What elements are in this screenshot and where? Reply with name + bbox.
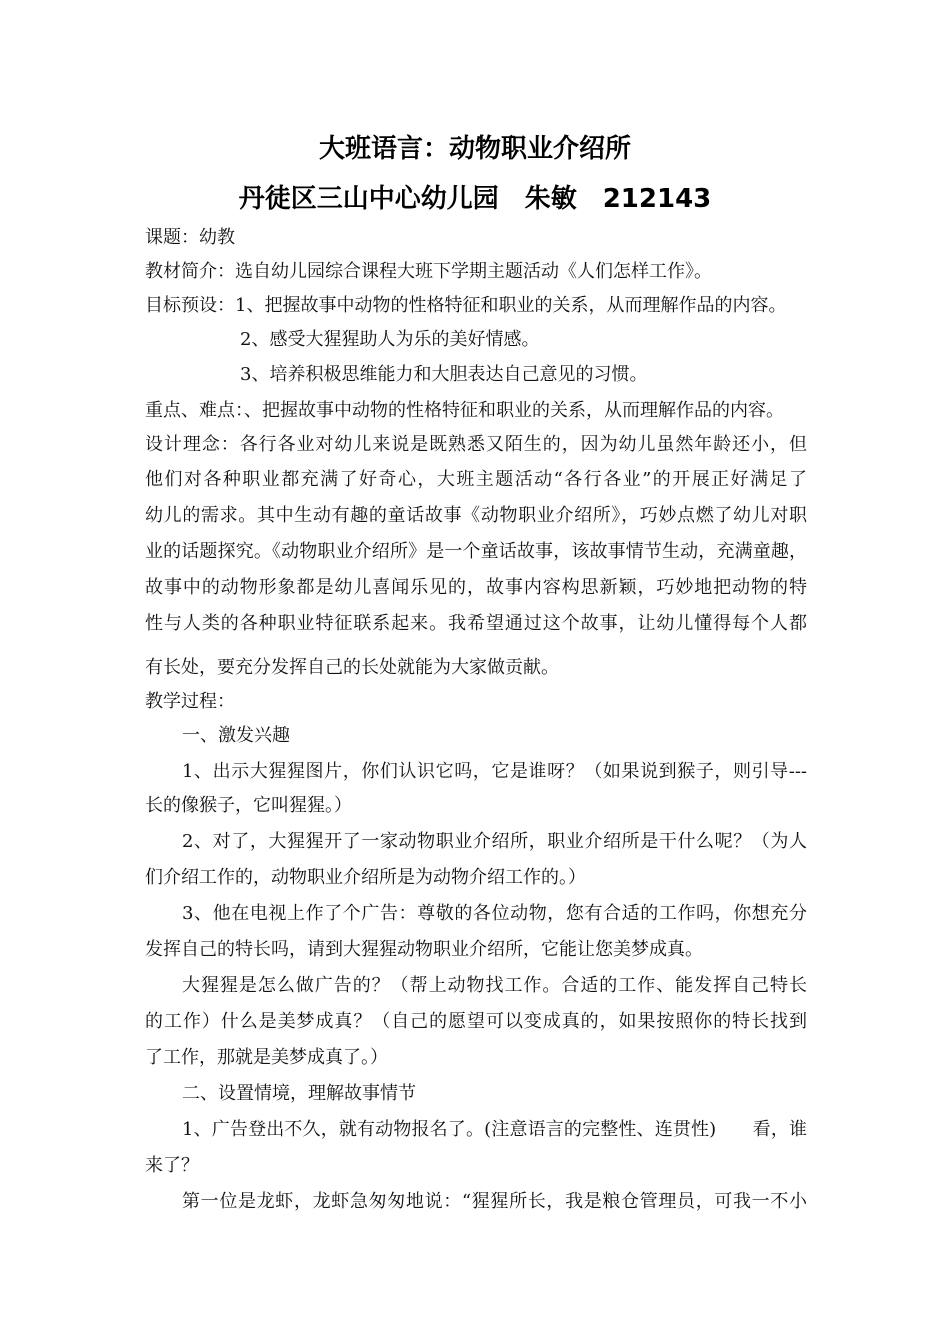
goal-line-2: 2、感受大猩猩助人为乐的美好情感。 [240,329,540,350]
section-heading: 教学过程： [145,691,235,712]
paragraph-line: 他们对各种职业都充满了好奇心，大班主题活动“各行各业”的开展正好满足了 [145,469,807,490]
key-points-line: 重点、难点：、把握故事中动物的性格特征和职业的关系，从而理解作品的内容。 [145,400,784,421]
goal-line-3: 3、培养积极思维能力和大胆表达自己意见的习惯。 [240,364,648,385]
paragraph-line: 性与人类的各种职业特征联系起来。我希望通过这个故事，让幼儿懂得每个人都 [145,613,807,634]
paragraph-line: 有长处，要充分发挥自己的长处就能为大家做贡献。 [145,657,559,678]
paragraph-line: 幼儿的需求。其中生动有趣的童话故事《动物职业介绍所》，巧妙点燃了幼儿对职 [145,505,807,526]
paragraph-line: 的工作）什么是美梦成真？（自己的愿望可以变成真的，如果按照你的特长找到 [145,1011,807,1032]
document-subtitle: 丹徒区三山中心幼儿园 朱敏 212143 [238,184,712,214]
subsection-heading: 二、设置情境，理解故事情节 [182,1083,416,1104]
document-title: 大班语言：动物职业介绍所 [318,134,631,164]
paragraph-line: 1、广告登出不久，就有动物报名了。(注意语言的完整性、连贯性) 看，谁 [182,1119,807,1140]
paragraph-line: 1、出示大猩猩图片，你们认识它吗，它是谁呀？（如果说到猴子，则引导--- [182,761,807,782]
subsection-heading: 一、激发兴趣 [182,725,290,746]
paragraph-line: 业的话题探究。《动物职业介绍所》是一个童话故事，该故事情节生动，充满童趣， [145,541,807,562]
paragraph-line: 长的像猴子，它叫猩猩。） [145,795,352,816]
paragraph-line: 2、对了，大猩猩开了一家动物职业介绍所，职业介绍所是干什么呢？（为人 [182,831,807,852]
paragraph-line: 发挥自己的特长吗，请到大猩猩动物职业介绍所，它能让您美梦成真。 [145,939,703,960]
paragraph-line: 第一位是龙虾，龙虾急匆匆地说：“猩猩所长，我是粮仓管理员，可我一不小 [182,1191,807,1212]
material-intro-line: 教材简介：选自幼儿园综合课程大班下学期主题活动《人们怎样工作》。 [145,261,712,282]
paragraph-line: 了工作，那就是美梦成真了。） [145,1047,388,1068]
paragraph-line: 大猩猩是怎么做广告的？（帮上动物找工作。合适的工作、能发挥自己特长 [182,975,807,996]
paragraph-line: 来了？ [145,1155,199,1176]
topic-line: 课题：幼教 [145,227,235,248]
paragraph-line: 故事中的动物形象都是幼儿喜闻乐见的，故事内容构思新颖，巧妙地把动物的特 [145,577,807,598]
design-concept-line: 设计理念：各行各业对幼儿来说是既熟悉又陌生的，因为幼儿虽然年龄还小，但 [145,434,807,455]
paragraph-line: 们介绍工作的，动物职业介绍所是为动物介绍工作的。） [145,867,586,888]
paragraph-line: 3、他在电视上作了个广告：尊敬的各位动物，您有合适的工作吗，你想充分 [182,903,807,924]
goal-line-1: 目标预设：1、把握故事中动物的性格特征和职业的关系，从而理解作品的内容。 [145,295,787,316]
